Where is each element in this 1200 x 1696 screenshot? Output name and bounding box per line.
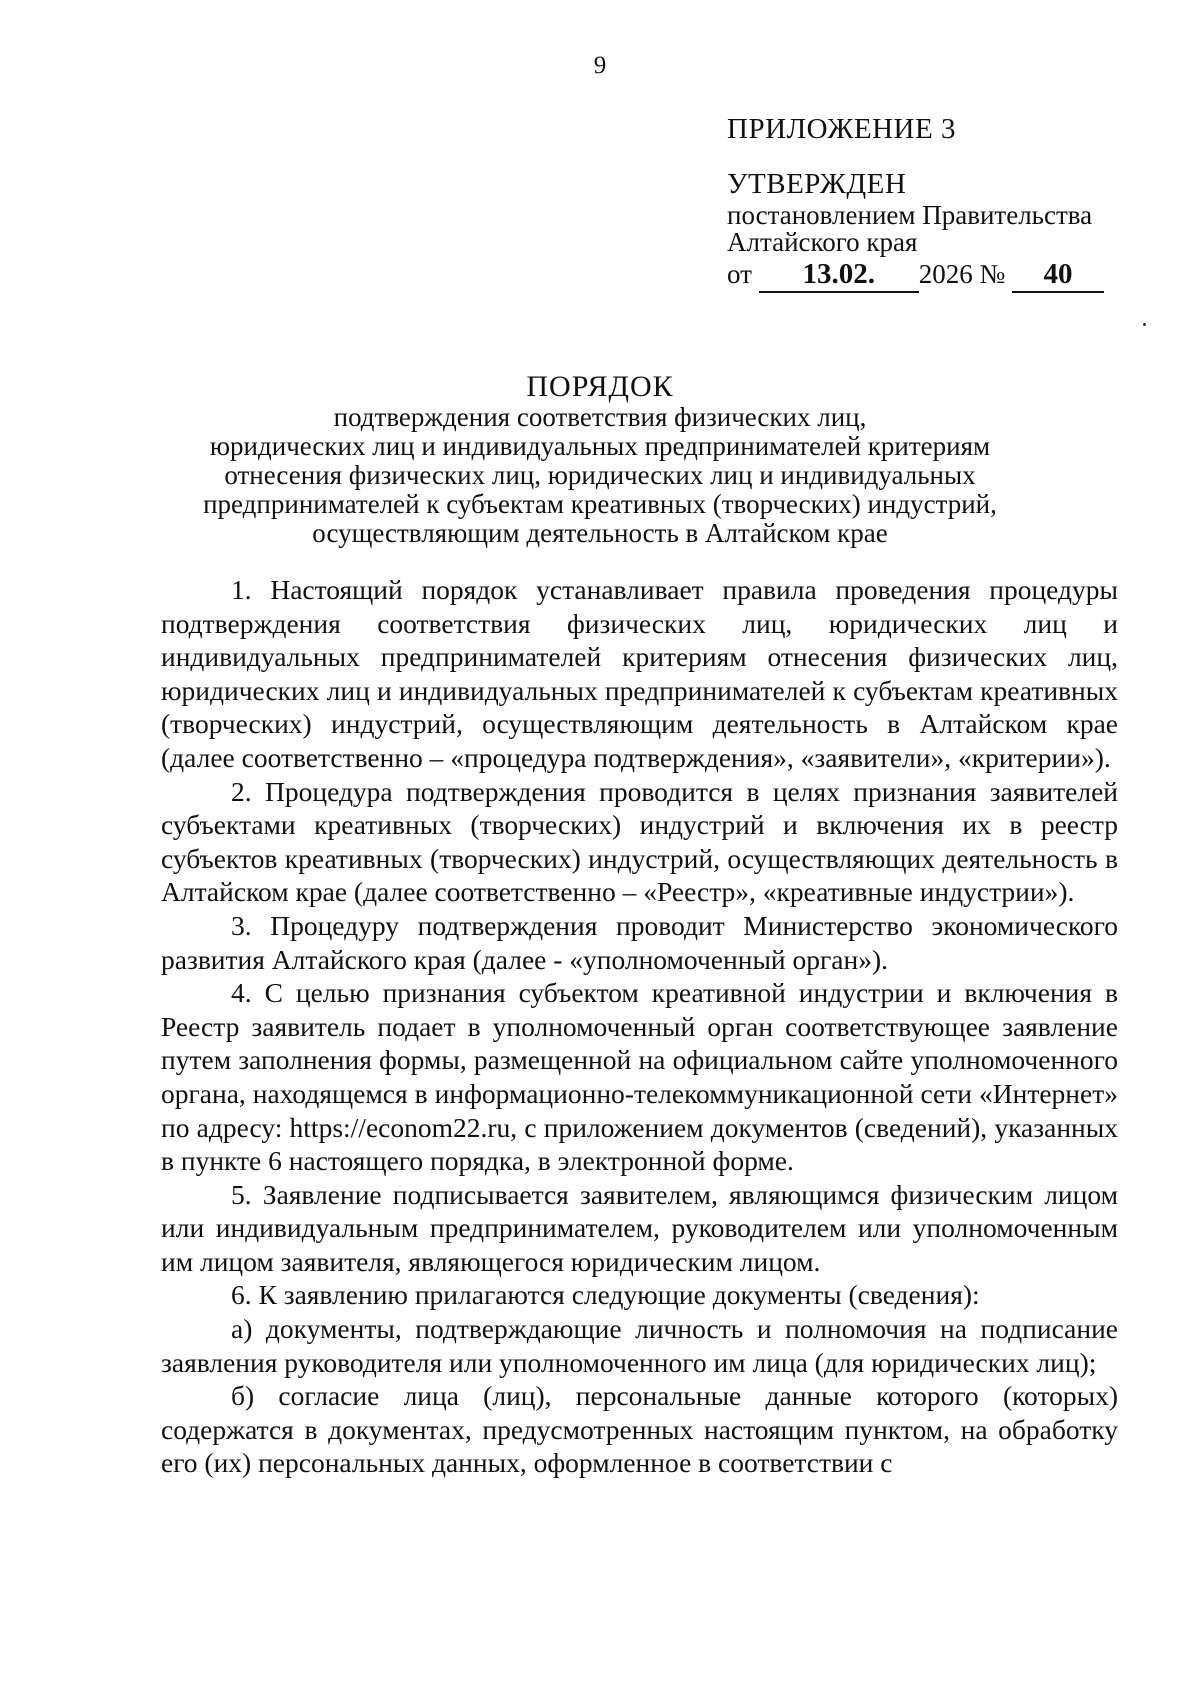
approved-label: УТВЕРЖДЕН xyxy=(727,167,907,200)
approved-by-line-1: постановлением Правительства xyxy=(727,199,1093,230)
from-label: от xyxy=(727,258,752,289)
paragraph-6a: а) документы, подтверждающие личность и полномочия на подписание заявления руководителя или уполномоченного им лица (для юридических лиц); xyxy=(161,1313,1118,1378)
paragraph-3: 3. Процедуру подтверждения проводит Министерство экономического развития Алтайского края (далее - «уполномоченный орган»). xyxy=(161,909,1118,975)
document-title xyxy=(0,370,1200,548)
page-number: 9 xyxy=(593,52,607,79)
paragraph-6b: б) согласие лица (лиц), персональные данные которого (которых) содержатся в документах, предусмотренных настоящим пунктом, на обработку его (их) персональных данных, оформленное в соответствии с xyxy=(161,1380,1118,1479)
paragraph-4: 4. С целью признания субъектом креативной индустрии и включения в Реестр заявитель подает в уполномоченный орган соответствующее заявление путем заполнения формы, размещенной на официальном сайте уполномоченного органа, находящемся в информационно-телекоммуникационной сети «Интернет» по адресу: https://econom22.ru, с приложением документов (сведений), указанных в пункте 6 настоящего порядка, в электронной форме. xyxy=(161,977,1118,1177)
approved-by-line-2: Алтайского края xyxy=(727,226,918,257)
title-line: отнесения физических лиц, юридических лиц и индивидуальных xyxy=(224,460,976,490)
resolution-date: 13.02. xyxy=(759,260,919,293)
paragraph-1: 1. Настоящий порядок устанавливает правила проведения процедуры подтверждения соответствия физических лиц, юридических лиц и индивидуальных предпринимателей критериям отнесения физических лиц, юридических лиц и индивидуальных предпринимателей к субъектам креативных (творческих) индустрий, осуществляющим деятельность в Алтайском крае (далее соответственно – «процедура подтверждения», «заявители», «критерии»). xyxy=(161,574,1118,773)
scan-speck xyxy=(1143,323,1146,326)
title-line: предпринимателей к субъектам креативных (творческих) индустрий, xyxy=(203,489,997,519)
resolution-dateline xyxy=(727,258,1157,293)
document-body xyxy=(161,573,1118,1480)
paragraph-6: 6. К заявлению прилагаются следующие документы (сведения): xyxy=(231,1279,980,1311)
title-line: осуществляющим деятельность в Алтайском крае xyxy=(312,518,888,548)
approval-block xyxy=(727,112,1157,293)
paragraph-2: 2. Процедура подтверждения проводится в целях признания заявителей субъектами креативных (творческих) индустрий и включения их в реестр субъектов креативных (творческих) индустрий, осуществляющих деятельность в Алтайском крае (далее соответственно – «Реестр», «креативные индустрии»). xyxy=(161,775,1118,908)
number-sign: № xyxy=(979,258,1006,289)
title-line: юридических лиц и индивидуальных предпринимателей критериям xyxy=(209,431,991,461)
resolution-year: 2026 xyxy=(918,258,973,289)
appendix-label: ПРИЛОЖЕНИЕ 3 xyxy=(727,113,956,145)
resolution-number: 40 xyxy=(1012,260,1104,293)
title-line: подтверждения соответствия физических лиц, xyxy=(333,402,867,432)
title-heading: ПОРЯДОК xyxy=(526,370,674,403)
paragraph-5: 5. Заявление подписывается заявителем, являющимся физическим лицом или индивидуальным предпринимателем, руководителем или уполномоченным им лицом заявителя, являющегося юридическим лицом. xyxy=(161,1178,1118,1277)
